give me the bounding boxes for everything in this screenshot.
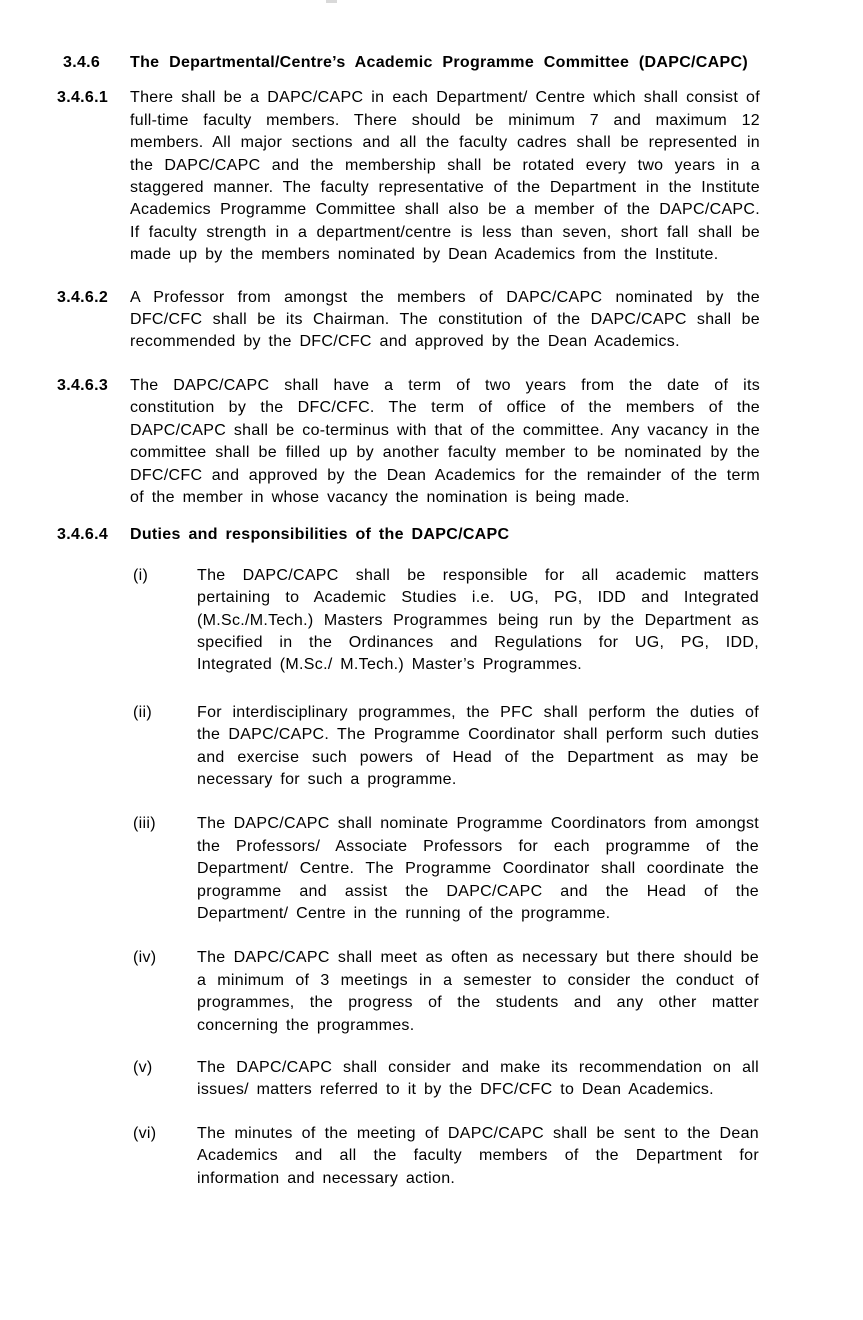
- section-3-4-6-1: [0, 87, 863, 266]
- duty-text: The DAPC/CAPC shall consider and make its recommendation on all issues/ matters referred to it by the DFC/CFC to Dean Academics.: [197, 1059, 759, 1099]
- section-heading: The Departmental/Centre’s Academic Programme Committee (DAPC/CAPC): [130, 54, 748, 71]
- paragraph-text: There shall be a DAPC/CAPC in each Department/ Centre which shall consist of full-time faculty members. There should be minimum 7 and maximum 12 members. All major sections and all the faculty cadres shall be represented in the DAPC/CAPC and the membership shall be rotated every two years in a staggered manner. The faculty representative of the Department in the Institute Academics Programme Committee shall also be a member of the DAPC/CAPC. If faculty strength in a department/centre is less than seven, short fall shall be made up by the members nominated by Dean Academics from the Institute.: [130, 89, 760, 264]
- duty-label: (iii): [133, 815, 156, 833]
- duty-text: The DAPC/CAPC shall be responsible for all academic matters pertaining to Academic Studies i.e. UG, PG, IDD and Integrated (M.Sc./M.Tech.) Masters Programmes being run by the Department as specified in the Ordinances and Regulations for UG, PG, IDD, Integrated (M.Sc./ M.Tech.) Master’s Programmes.: [197, 566, 759, 674]
- section-3-4-6-4: [0, 524, 863, 546]
- section-number: 3.4.6.1: [57, 89, 109, 107]
- duty-item-vi: [0, 1123, 863, 1190]
- section-3-4-6: [0, 52, 863, 74]
- duty-text: The DAPC/CAPC shall nominate Programme Coordinators from amongst the Professors/ Associate Professors for each programme of the Department/ Centre. The Programme Coordinator shall coordinate the programme and assist the DAPC/CAPC and the Head of the Department/ Centre in the running of the programme.: [197, 815, 759, 922]
- section-number: 3.4.6.2: [57, 288, 109, 306]
- section-number: 3.4.6.3: [57, 376, 109, 394]
- duty-label: (iv): [133, 949, 157, 967]
- duty-label: (vi): [133, 1124, 157, 1142]
- section-3-4-6-2: [0, 287, 863, 354]
- paragraph-text: A Professor from amongst the members of DAPC/CAPC nominated by the DFC/CFC shall be its Chairman. The constitution of the DAPC/CAPC shall be recommended by the DFC/CFC and approved by the Dean Academics.: [130, 288, 760, 351]
- section-3-4-6-3: [0, 375, 863, 509]
- cropped-header-mark-artifact: [326, 0, 337, 3]
- duty-item-v: [0, 1057, 863, 1102]
- duty-item-iii: [0, 813, 863, 925]
- duty-text: The minutes of the meeting of DAPC/CAPC shall be sent to the Dean Academics and all the faculty members of the Department for information and necessary action.: [197, 1124, 759, 1187]
- duty-label: (i): [133, 566, 149, 584]
- section-number: 3.4.6: [63, 54, 101, 71]
- duty-item-i: [0, 565, 863, 677]
- duty-item-iv: [0, 947, 863, 1037]
- paragraph-text: The DAPC/CAPC shall have a term of two years from the date of its constitution by the DFC/CFC. The term of office of the members of the DAPC/CAPC shall be co-terminus with that of the committee. Any vacancy in the committee shall be filled up by another faculty member to be nominated by the DFC/CFC and approved by the Dean Academics for the remainder of the term of the member in whose vacancy the nomination is being made.: [130, 376, 760, 506]
- duty-label: (v): [133, 1059, 153, 1077]
- duty-label: (ii): [133, 703, 152, 721]
- section-heading: Duties and responsibilities of the DAPC/CAPC: [130, 526, 510, 544]
- duty-item-ii: [0, 702, 863, 792]
- duty-text: For interdisciplinary programmes, the PFC shall perform the duties of the DAPC/CAPC. The Programme Coordinator shall perform such duties and exercise such powers of Head of the Department as may be necessary for such a programme.: [197, 703, 759, 788]
- duties-list: [0, 565, 863, 1190]
- section-number: 3.4.6.4: [57, 526, 109, 544]
- duty-text: The DAPC/CAPC shall meet as often as necessary but there should be a minimum of 3 meetings in a semester to consider the conduct of programmes, the progress of the students and any other matter concerning the programmes.: [197, 949, 759, 1034]
